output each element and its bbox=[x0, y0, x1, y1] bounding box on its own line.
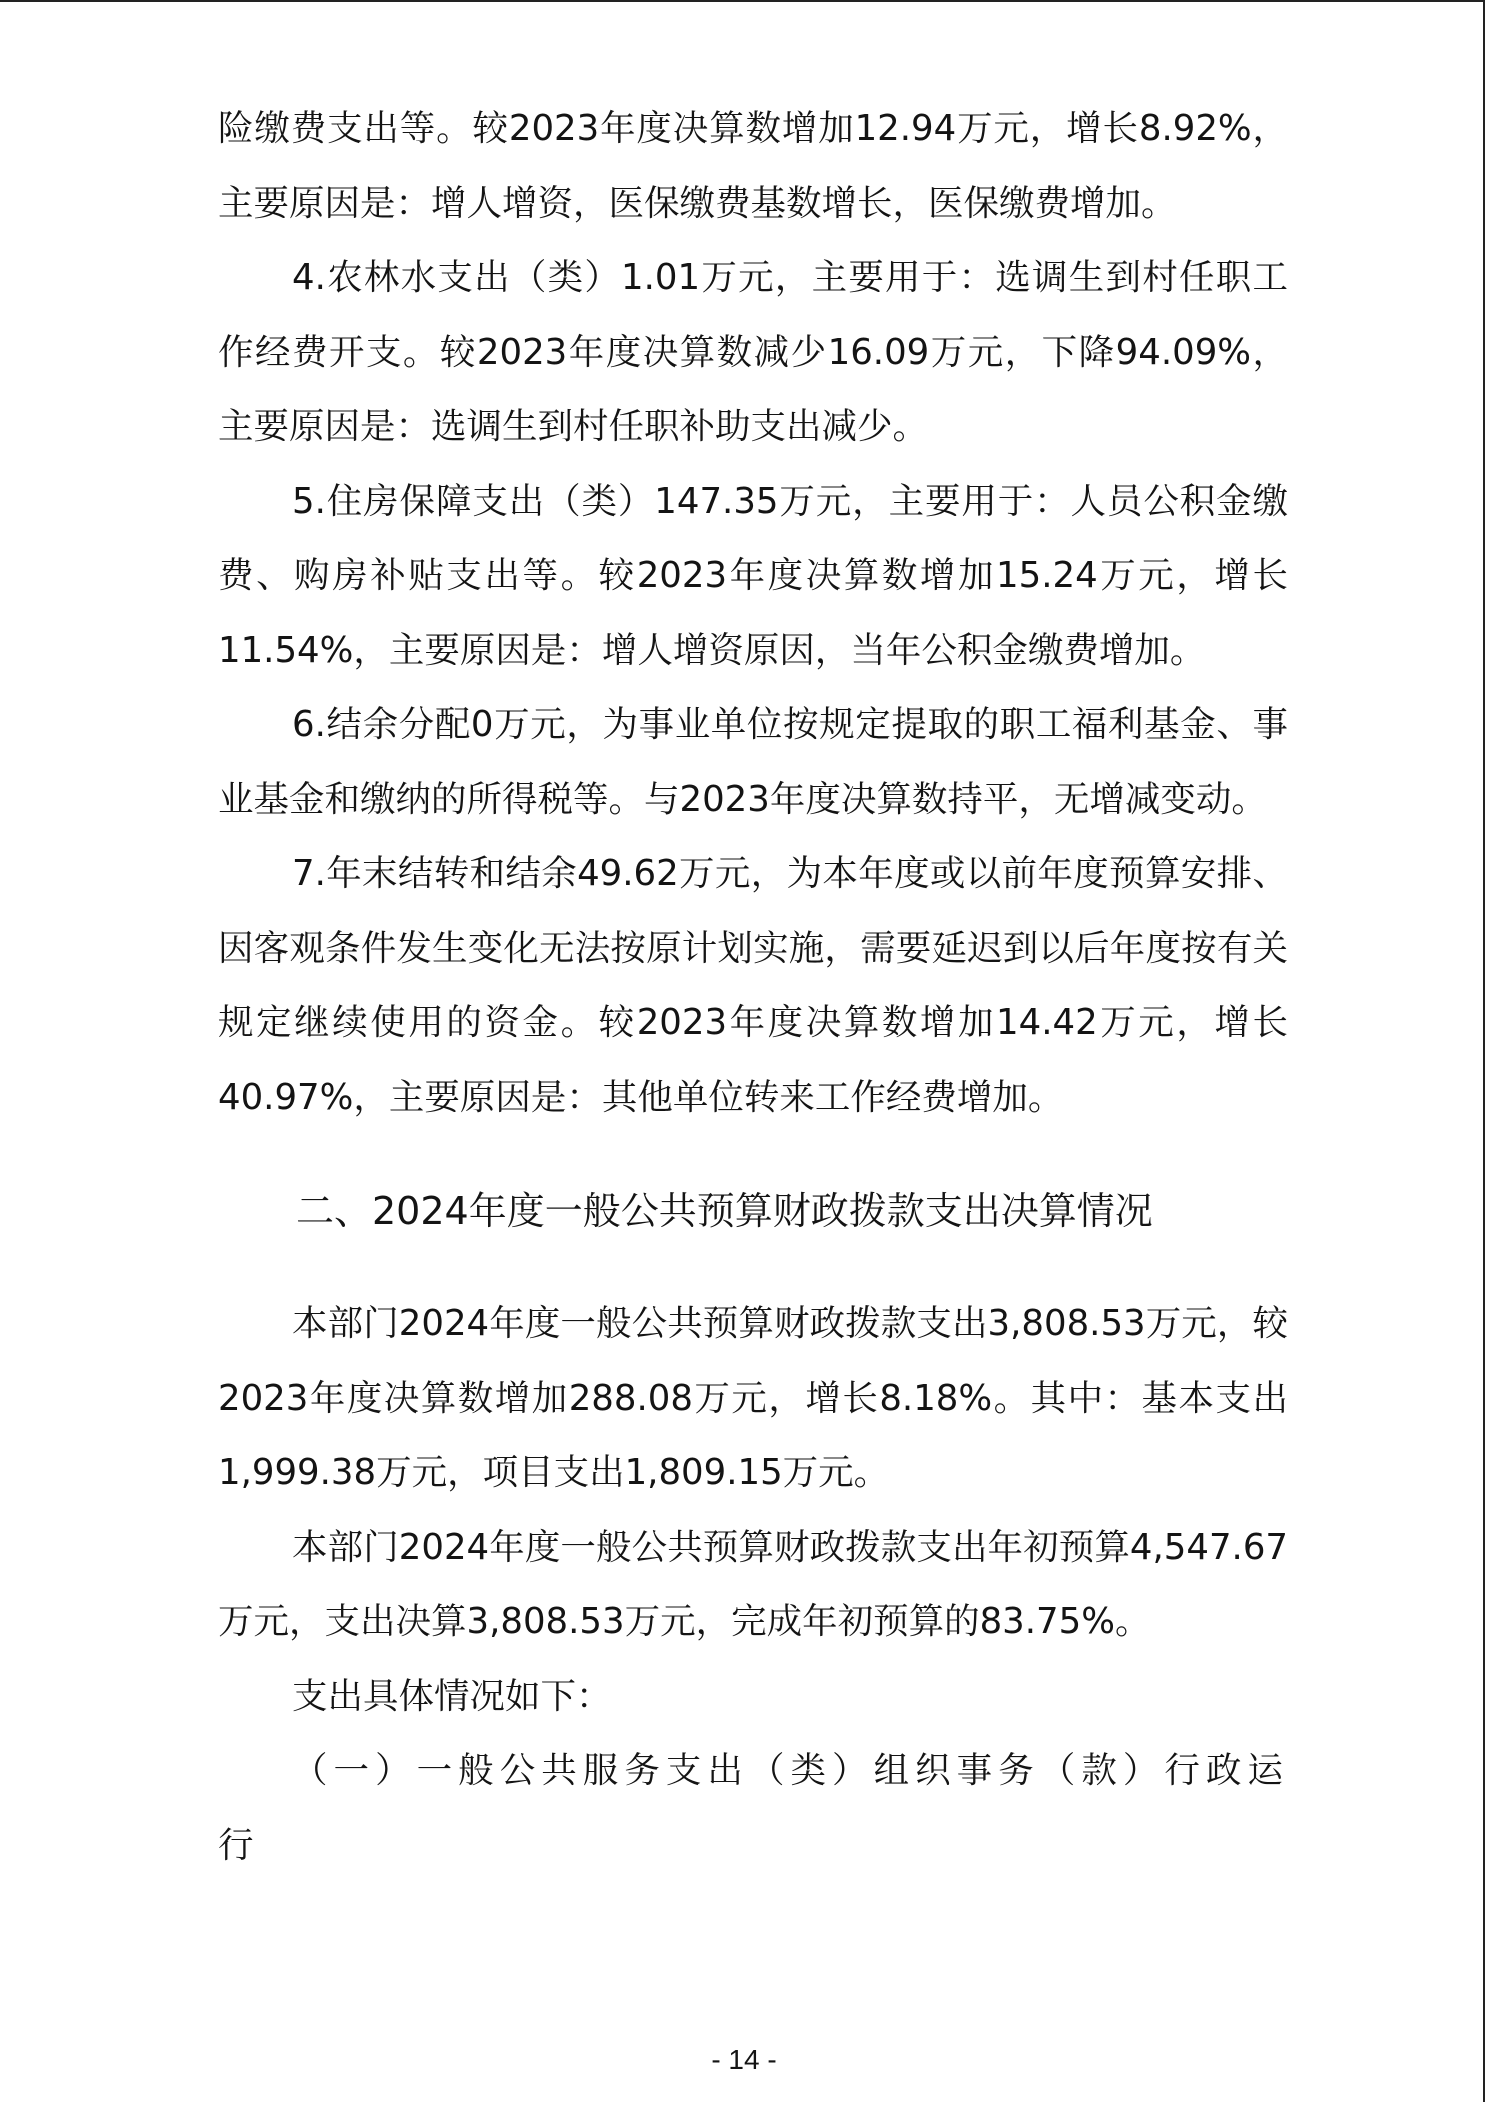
page-number: - 14 - bbox=[711, 2044, 777, 2075]
paragraph-general-public-services: （一）一般公共服务支出（类）组织事务（款）行政运行 bbox=[218, 1750, 1288, 1866]
paragraph-medical-insurance: 险缴费支出等。较2023年度决算数增加12.94万元，增长8.92%，主要原因是：增人增资，医保缴费基数增长，医保缴费增加。 bbox=[218, 108, 1288, 224]
section-heading: 二、2024年度一般公共预算财政拨款支出决算情况 bbox=[296, 1189, 1153, 1233]
paragraph-budget-completion: 本部门2024年度一般公共预算财政拨款支出年初预算4,547.67万元，支出决算3,808.53万元，完成年初预算的83.75%。 bbox=[218, 1526, 1288, 1642]
paragraph-surplus-distribution: 6.结余分配0万元，为事业单位按规定提取的职工福利基金、事业基金和缴纳的所得税等。与2023年度决算数持平，无增减变动。 bbox=[218, 704, 1288, 820]
paragraph-agriculture-expenditure: 4.农林水支出（类）1.01万元，主要用于：选调生到村任职工作经费开支。较2023年度决算数减少16.09万元，下降94.09%，主要原因是：选调生到村任职补助支出减少。 bbox=[218, 257, 1288, 447]
paragraph-year-end-balance: 7.年末结转和结余49.62万元，为本年度或以前年度预算安排、因客观条件发生变化无法按原计划实施，需要延迟到以后年度按有关规定继续使用的资金。较2023年度决算数增加14.42万元，增长40.97%，主要原因是：其他单位转来工作经费增加。 bbox=[218, 853, 1288, 1118]
document-body bbox=[218, 92, 1288, 1883]
paragraph-total-expenditure: 本部门2024年度一般公共预算财政拨款支出3,808.53万元，较2023年度决算数增加288.08万元，增长8.18%。其中：基本支出1,999.38万元，项目支出1,809.15万元。 bbox=[218, 1303, 1288, 1493]
paragraph-details-intro: 支出具体情况如下： bbox=[292, 1675, 612, 1717]
paragraph-housing-expenditure: 5.住房保障支出（类）147.35万元，主要用于：人员公积金缴费、购房补贴支出等。较2023年度决算数增加15.24万元，增长11.54%，主要原因是：增人增资原因，当年公积金缴费增加。 bbox=[218, 480, 1288, 671]
